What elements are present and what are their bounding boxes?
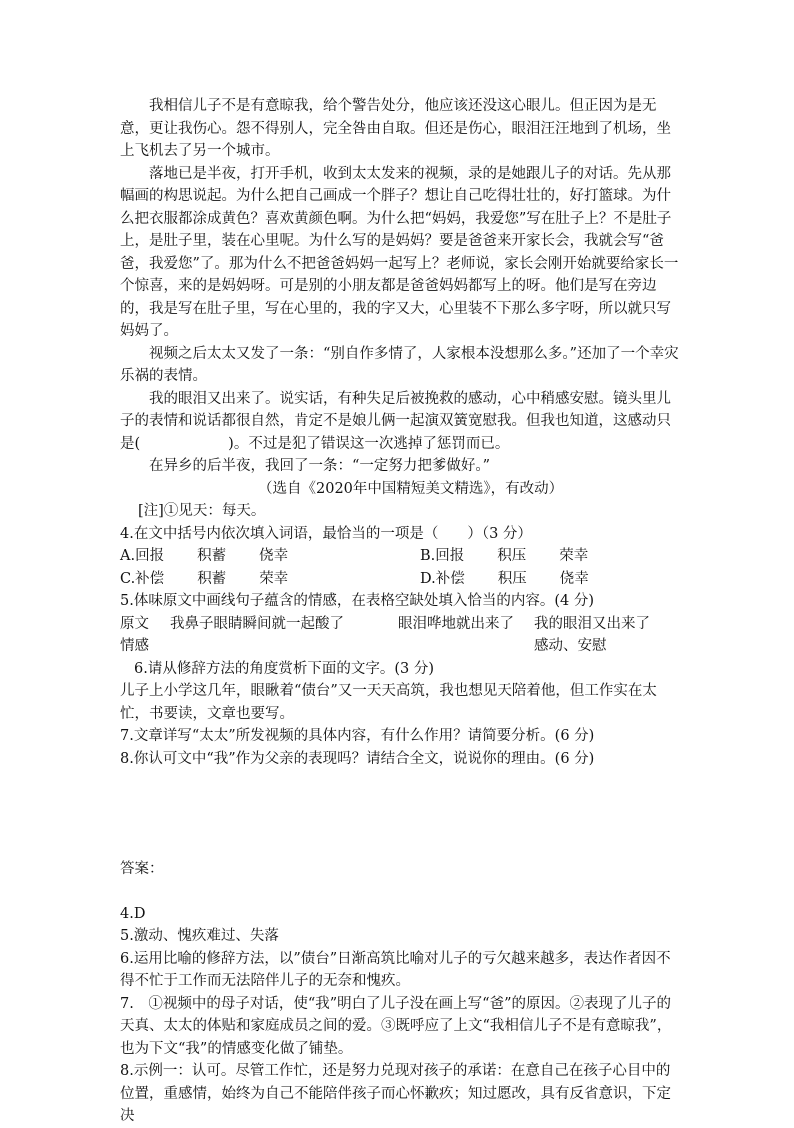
document-content — [120, 95, 680, 1128]
passage-paragraph-3: 视频之后太太又发了一条：“别自作多情了，人家根本没想那么多。”还加了一个幸灾乐祸的表情。 — [120, 345, 679, 384]
question-5: 5.体味原文中画线句子蕴含的情感，在表格空缺处填入恰当的内容。(4 分) — [120, 593, 594, 609]
passage-paragraph-5: 在异乡的后半夜，我回了一条：“一定努力把爹做好。” — [149, 458, 491, 474]
option-d: D.补偿 积压 侥幸 — [420, 570, 589, 587]
table-cell-emotion-3: 感动、安慰 — [534, 637, 607, 654]
paragraph-4-after-blank: )。不过是犯了错误这一次逃掉了惩罚而已。 — [228, 435, 510, 452]
option-c: C.补偿 积蓄 荣幸 — [120, 570, 289, 587]
answer-8: 8.示例一：认可。尽管工作忙，还是努力兑现对孩子的承诺：在意自己在孩子心目中的位置，重感情，始终为自己不能陪伴孩子而心怀歉疚；知过愿改，具有反省意识，下定决 — [120, 1063, 671, 1124]
passage-paragraph-2: 落地已是半夜，打开手机，收到太太发来的视频，录的是她跟儿子的对话。先从那幅画的构思说起。为什么把自己画成一个胖子？想让自己吃得壮壮的，好打篮球。为什么把衣服都涂成黄色？喜欢黄颜色啊。为什么把“妈妈，我爱您”写在肚子上？不是肚子上，是肚子里，装在心里呢。为什么写的是妈妈？要是爸爸来开家长会，我就会写“爸爸，我爱您”了。那为什么不把爸爸妈妈一起写上？老师说，家长会刚开始就要给家长一个惊喜，来的是妈妈呀。可是别的小朋友都是爸爸妈妈都写上的呀。他们是写在旁边的，我是写在肚子里，写在心里的，我的字又大，心里装不下那么多字呀，所以就只写妈妈了。 — [120, 165, 679, 339]
question-7: 7.文章详写“太太”所发视频的具体内容，有什么作用？请简要分析。(6 分) — [120, 728, 595, 744]
answers-heading: 答案： — [120, 861, 164, 877]
passage-paragraph-1: 我相信儿子不是有意晾我，给个警告处分，他应该还没这心眼儿。但正因为是无意，更让我伤心。怨不得别人，完全咎由自取。但还是伤心，眼泪汪汪地到了机场，坐上飞机去了另一个城市。 — [120, 98, 671, 159]
table-cell-original-3: 我的眼泪又出来了 — [534, 615, 650, 632]
table-cell-original-1: 我鼻子眼睛瞬间就一起酸了 — [170, 615, 344, 632]
table-cell-emotion-label: 情感 — [120, 637, 149, 654]
q4-options-row-1 — [120, 545, 680, 568]
option-a: A.回报 积蓄 侥幸 — [120, 548, 289, 564]
q5-table — [120, 613, 680, 658]
paragraph-4-before-blank: 我的眼泪又出来了。说实话，有种失足后被挽救的感动，心中稍感安慰。镜头里儿子的表情和说话都很自然，肯定不是娘儿俩一起演双簧宽慰我。但我也知道，这感动只是( — [120, 390, 671, 452]
q4-options-row-2 — [120, 568, 680, 591]
answer-7: 7. ①视频中的母子对话，使“我”明白了儿子没在画上写“爸”的原因。②表现了儿子的天真、太太的体贴和家庭成员之间的爱。③既呼应了上文“我相信儿子不是有意晾我”，也为下文“我”的情感变化做了铺垫。 — [120, 995, 672, 1057]
table-cell-original-label: 原文 — [120, 615, 149, 632]
question-6-text: 儿子上小学这几年，眼瞅着“债台”又一天天高筑，我也想见天陪着他，但工作实在太忙，书要读，文章也要写。 — [120, 683, 657, 722]
passage-paragraph-4 — [120, 388, 680, 456]
option-b: B.回报 积压 荣幸 — [420, 548, 589, 564]
answer-5: 5.激动、愧疚难过、失落 — [120, 928, 279, 944]
passage-note: [注]①见天：每天。 — [138, 503, 266, 519]
table-cell-original-2: 眼泪哗地就出来了 — [398, 615, 514, 632]
passage-source: （选自《2020年中国精短美文精选》，有改动） — [258, 480, 564, 497]
answer-6: 6.运用比喻的修辞方法，以”债台”日渐高筑比喻对儿子的亏欠越来越多，表达作者因不得不忙于工作而无法陪伴儿子的无奈和愧疚。 — [120, 950, 671, 989]
question-6: 6.请从修辞方法的角度赏析下面的文字。(3 分) — [134, 660, 434, 677]
question-8: 8.你认可文中“我”作为父亲的表现吗？请结合全文，说说你的理由。(6 分) — [120, 750, 595, 767]
question-4: 4.在文中括号内依次填入词语，最恰当的一项是（ ）（3 分） — [120, 525, 532, 542]
answer-4: 4.D — [120, 905, 146, 922]
